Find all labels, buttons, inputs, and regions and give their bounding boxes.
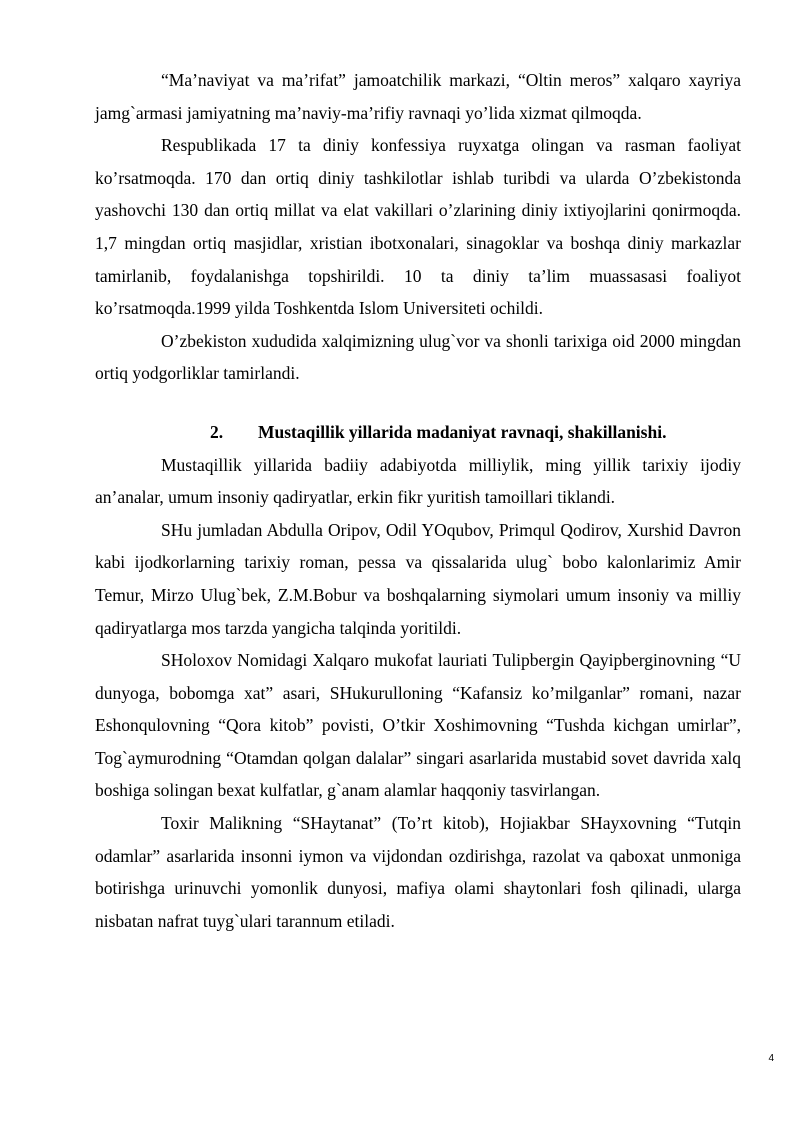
section-number: 2.	[210, 421, 224, 442]
body-paragraph: O’zbekiston xududida xalqimizning ulug`vor va shonli tarixiga oid 2000 mingdan ortiq yodgorliklar tamirlandi.	[95, 330, 741, 384]
page-number: 4	[768, 1053, 774, 1064]
section-heading	[95, 416, 741, 449]
body-paragraph: Mustaqillik yillarida badiiy adabiyotda milliylik, ming yillik tarixiy ijodiy an’analar, umum insoniy qadiryatlar, erkin fikr yuritish tamoillari tiklandi.	[95, 454, 741, 508]
body-paragraph: Toxir Malikning “SHaytanat” (To’rt kitob), Hojiakbar SHayxovning “Tutqin odamlar” asarlarida insonni iymon va vijdondan ozdirishga, razolat va qaboxat unmoniga botirishga urinuvchi yomonlik dunyosi, mafiya olami shaytonlari fosh qilinadi, ularga nisbatan nafrat tuyg`ulari tarannum etiladi.	[95, 813, 741, 931]
body-paragraph: “Ma’naviyat va ma’rifat” jamoatchilik markazi, “Oltin meros” xalqaro xayriya jamg`armasi jamiyatning ma’naviy-ma’rifiy ravnaqi yo’lida xizmat qilmoqda.	[95, 70, 741, 123]
document-page	[95, 64, 741, 937]
section-spacer	[95, 390, 741, 416]
body-paragraph: SHoloxov Nomidagi Xalqaro mukofat lauriati Tulipbergin Qayipberginovning “U dunyoga, bobomga xat” asari, SHukurulloning “Kafansiz ko’milganlar” romani, nazar Eshonqulovning “Qora kitob” povisti, O’tkir Xoshimovning “Tushda kichgan umirlar”, Tog`aymurodning “Otamdan qolgan dalalar” singari asarlarida mustabid sovet davrida xalq boshiga solingan bexat kulfatlar, g`anam alamlar haqqoniy tasvirlangan.	[95, 650, 741, 801]
body-paragraph: SHu jumladan Abdulla Oripov, Odil YOqubov, Primqul Qodirov, Xurshid Davron kabi ijodkorlarning tarixiy roman, pessa va qissalarida ulug` bobo kalonlarimiz Amir Temur, Mirzo Ulug`bek, Z.M.Bobur va boshqalarning siymolari umum insoniy va milliy qadiryatlarga mos tarzda yangicha talqinda yoritildi.	[95, 519, 741, 638]
body-paragraph: Respublikada 17 ta diniy konfessiya ruyxatga olingan va rasman faoliyat ko’rsatmoqda. 170 dan ortiq diniy tashkilotlar ishlab turibdi va ularda O’zbekistonda yashovchi 130 dan ortiq millat va elat vakillari o’zlarining diniy ixtiyojlarini qonirmoqda. 1,7 mingdan ortiq masjidlar, xristian ibotxonalari, sinagoklar va boshqa diniy markazlar tamirlanib, foydalanishga topshirildi. 10 ta diniy ta’lim muassasasi foaliyot ko’rsatmoqda.1999 yilda Toshkentda Islom Universiteti ochildi.	[95, 135, 741, 319]
section-title: Mustaqillik yillarida madaniyat ravnaqi, shakillanishi.	[258, 421, 667, 442]
